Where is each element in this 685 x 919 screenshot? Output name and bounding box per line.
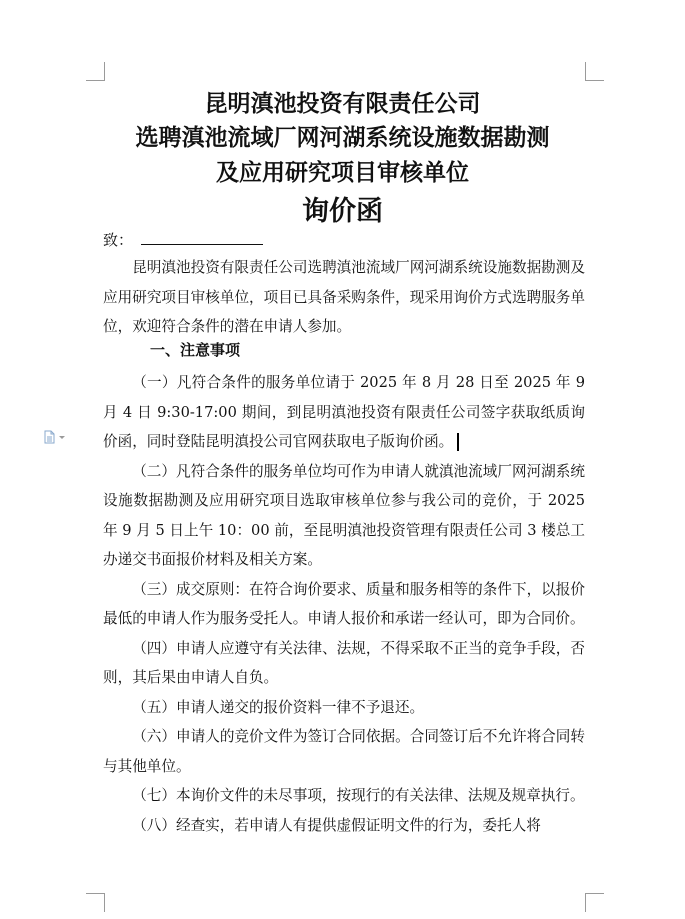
notes-list-item: （四）申请人应遵守有关法律、法规，不得采取不正当的竞争手段，否则，其后果由申请人自负。 xyxy=(103,639,585,686)
notes-list-item: （三）成交原则：在符合询价要求、质量和服务相等的条件下，以报价最低的申请人作为服务受托人。申请人报价和承诺一经认可，即为合同价。 xyxy=(103,580,585,627)
notes-list-item: （八）经查实，若申请人有提供虚假证明文件的行为，委托人将 xyxy=(132,816,541,834)
crop-mark-top-left xyxy=(86,62,105,81)
notes-list-item xyxy=(103,368,585,457)
title-inquiry-letter: 询价函 xyxy=(302,196,383,227)
crop-mark-bottom-left xyxy=(86,893,105,912)
crop-mark-top-right xyxy=(585,62,604,81)
notes-item-text: （一）凡符合条件的服务单位请于 2025 年 8 月 28 日至 2025 年 9 月 4 日 9:30-17:00 期间，到昆明滇池投资有限责任公司签字获取纸质询价函，同时登陆昆明滇投公司官网获取电子版询价函。 xyxy=(103,374,585,450)
notes-list-item: （六）申请人的竞价文件为签订合同依据。合同签订后不允许将合同转与其他单位。 xyxy=(103,728,585,775)
crop-mark-bottom-right xyxy=(585,893,604,912)
text-cursor xyxy=(457,433,459,451)
section-heading-notes: 一、注意事项 xyxy=(150,341,241,359)
title-project-line-2: 及应用研究项目审核单位 xyxy=(216,159,469,186)
notes-list-item: （七）本询价文件的未尽事项，按现行的有关法律、法规及规章执行。 xyxy=(132,787,585,804)
notes-list-item: （五）申请人递交的报价资料一律不予退还。 xyxy=(132,698,425,716)
title-company: 昆明滇池投资有限责任公司 xyxy=(204,90,481,117)
addressee-line xyxy=(103,229,263,250)
intro-paragraph: 昆明滇池投资有限责任公司选聘滇池流域厂网河湖系统设施数据勘测及应用研究项目审核单位，项目已具备采购条件，现采用询价方式选聘服务单位，欢迎符合条件的潜在申请人参加。 xyxy=(103,259,585,335)
addressee-label: 致： xyxy=(103,231,134,249)
document-icon[interactable] xyxy=(43,429,69,443)
addressee-blank xyxy=(141,230,263,245)
title-project-line-1: 选聘滇池流域厂网河湖系统设施数据勘测 xyxy=(135,124,550,151)
notes-list xyxy=(103,368,585,840)
notes-list-item: （二）凡符合条件的服务单位均可作为申请人就滇池流域厂网河湖系统设施数据勘测及应用研究项目选取审核单位参与我公司的竞价，于 2025 年 9 月 5 日上午 10：00 前，至昆明滇池投资管理有限责任公司 3 楼总工办递交书面报价材料及相关方案。 xyxy=(103,462,585,568)
